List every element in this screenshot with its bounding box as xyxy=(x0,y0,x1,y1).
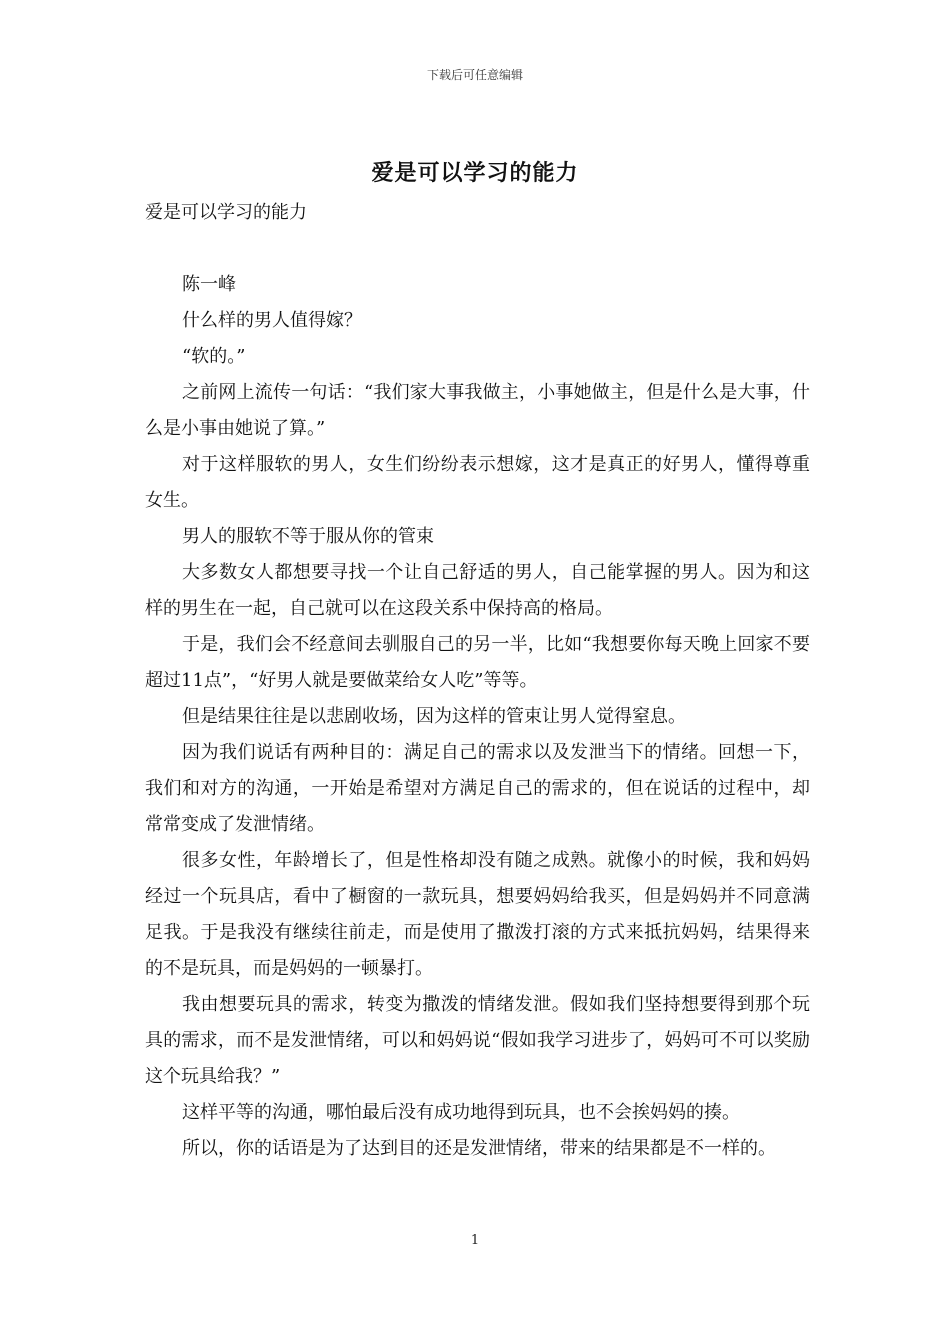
paragraph: 对于这样服软的男人，女生们纷纷表示想嫁，这才是真正的好男人，懂得尊重女生。 xyxy=(145,454,810,511)
document-title: 爱是可以学习的能力 xyxy=(371,160,579,186)
header-note: 下载后可任意编辑 xyxy=(426,68,523,82)
paragraph: 之前网上流传一句话：“我们家大事我做主，小事她做主，但是什么是大事，什么是小事由她说了算。” xyxy=(145,382,810,439)
paragraph: 因为我们说话有两种目的：满足自己的需求以及发泄当下的情绪。回想一下，我们和对方的沟通，一开始是希望对方满足自己的需求的，但在说话的过程中，却常常变成了发泄情绪。 xyxy=(145,742,810,835)
paragraph: 很多女性，年龄增长了，但是性格却没有随之成熟。就像小的时候，我和妈妈经过一个玩具店，看中了橱窗的一款玩具，想要妈妈给我买，但是妈妈并不同意满足我。于是我没有继续往前走，而是使用了撒泼打滚的方式来抵抗妈妈，结果得来的不是玩具，而是妈妈的一顿暴打。 xyxy=(145,850,810,979)
document-body xyxy=(145,195,810,1167)
paragraph: 于是，我们会不经意间去驯服自己的另一半，比如“我想要你每天晚上回家不要超过11点”，“好男人就是要做菜给女人吃”等等。 xyxy=(145,634,810,691)
paragraph: “软的。” xyxy=(182,346,246,367)
paragraph: 什么样的男人值得嫁？ xyxy=(182,310,362,331)
subtitle-line: 爱是可以学习的能力 xyxy=(145,202,307,223)
paragraph: 但是结果往往是以悲剧收场，因为这样的管束让男人觉得窒息。 xyxy=(182,706,686,727)
page-number: 1 xyxy=(470,1233,480,1248)
author-line: 陈一峰 xyxy=(182,274,236,295)
paragraph: 大多数女人都想要寻找一个让自己舒适的男人，自己能掌握的男人。因为和这样的男生在一起，自己就可以在这段关系中保持高的格局。 xyxy=(145,562,810,619)
paragraph: 我由想要玩具的需求，转变为撒泼的情绪发泄。假如我们坚持想要得到那个玩具的需求，而不是发泄情绪，可以和妈妈说“假如我学习进步了，妈妈可不可以奖励这个玩具给我？” xyxy=(145,994,810,1087)
paragraph: 这样平等的沟通，哪怕最后没有成功地得到玩具，也不会挨妈妈的揍。 xyxy=(182,1102,740,1123)
blank-line xyxy=(145,231,810,267)
section-heading: 男人的服软不等于服从你的管束 xyxy=(182,526,434,547)
paragraph: 所以，你的话语是为了达到目的还是发泄情绪，带来的结果都是不一样的。 xyxy=(182,1138,776,1159)
